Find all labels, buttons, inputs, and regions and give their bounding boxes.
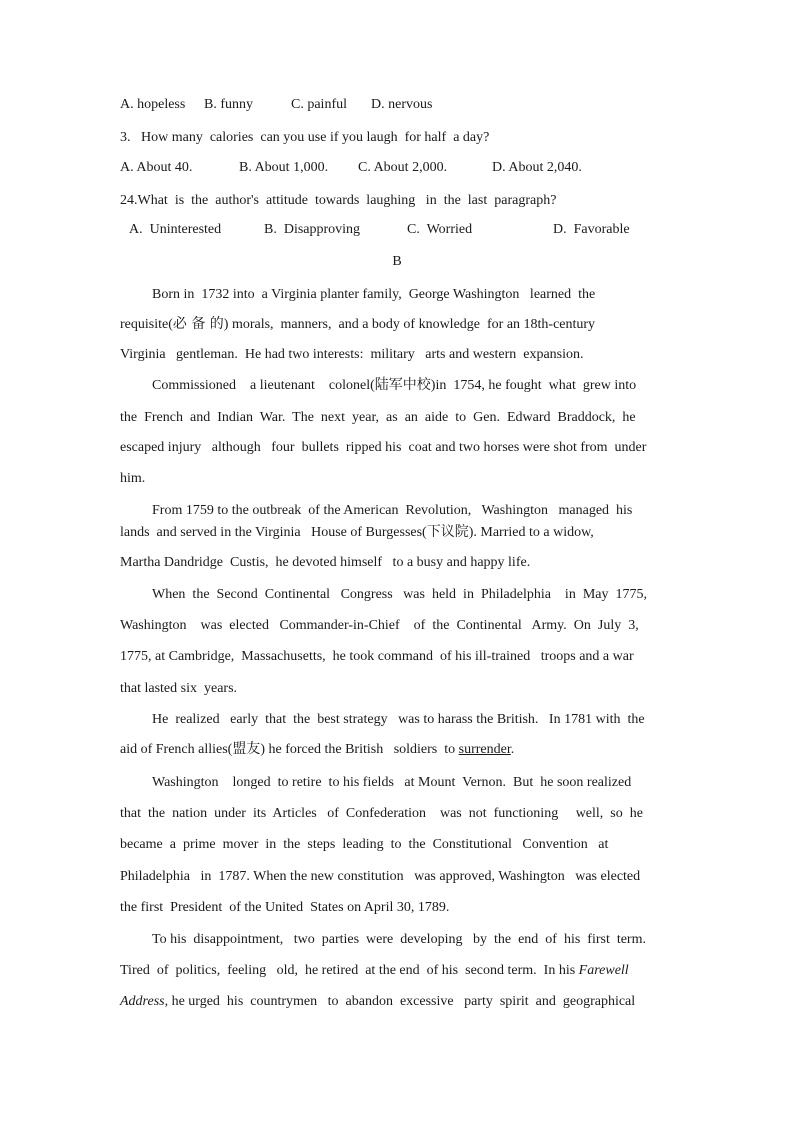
option-a[interactable]: A. Uninterested: [129, 222, 222, 237]
text-line: Martha Dandridge Custis, he devoted himself to a busy and happy life.: [120, 555, 531, 570]
text-line: that the nation under its Articles of Confederation was not functioning well, so he: [120, 806, 643, 821]
text-run: Tired of politics, feeling old, he retired at the end of his second term. In his: [120, 963, 579, 978]
chinese-gloss: 必 备 的: [172, 316, 224, 332]
option-b[interactable]: B. Disapproving: [264, 222, 361, 237]
text-line: From 1759 to the outbreak of the American Revolution, Washington managed his: [152, 503, 633, 518]
text-line: the French and Indian War. The next year, as an aide to Gen. Edward Braddock, he: [120, 410, 636, 425]
text-run: aid of French allies(: [120, 742, 233, 757]
option-c[interactable]: C. Worried: [407, 222, 473, 237]
option-d[interactable]: D. Favorable: [553, 222, 630, 237]
text-line: became a prime mover in the steps leading to the Constitutional Convention at: [120, 837, 609, 852]
text-run: ). Married to a widow,: [468, 525, 594, 540]
chinese-gloss: 盟友: [232, 741, 261, 757]
option-c[interactable]: C. painful: [291, 97, 347, 112]
question-24-stem: 24.What is the author's attitude towards laughing in the last paragraph?: [120, 193, 557, 208]
text-line: him.: [120, 471, 146, 486]
text-line: escaped injury although four bullets ripped his coat and two horses were shot from under: [120, 440, 647, 455]
text-line: Washington longed to retire to his fields at Mount Vernon. But he soon realized: [152, 775, 632, 790]
text-line: [120, 522, 690, 543]
option-a[interactable]: A. hopeless: [120, 97, 186, 112]
text-line: 1775, at Cambridge, Massachusetts, he took command of his ill-trained troops and a war: [120, 649, 634, 664]
text-line: To his disappointment, two parties were developing by the end of his first term.: [152, 932, 646, 947]
text-line: [120, 961, 690, 981]
text-line: Washington was elected Commander-in-Chief of the Continental Army. On July 3,: [120, 618, 639, 633]
text-run: requisite(: [120, 317, 173, 332]
text-run: lands and served in the Virginia House of Burgesses(: [120, 525, 427, 540]
text-run: )in 1754, he fought what grew into: [430, 378, 637, 393]
text-run: ) he forced the British soldiers to: [260, 742, 459, 757]
text-line: that lasted six years.: [120, 681, 238, 696]
chinese-gloss: 陆军中校: [374, 377, 431, 393]
italic-title: Farewell: [578, 963, 629, 978]
question-23-stem: 3. How many calories can you use if you laugh for half a day?: [120, 130, 490, 145]
option-a[interactable]: A. About 40.: [120, 160, 193, 175]
text-run: Commissioned a lieutenant colonel(: [152, 378, 375, 393]
text-run: , he urged his countrymen to abandon excessive party spirit and geographical: [164, 994, 636, 1009]
italic-title: Address: [120, 994, 165, 1009]
text-line: He realized early that the best strategy was to harass the British. In 1781 with the: [152, 712, 645, 727]
text-line: Philadelphia in 1787. When the new constitution was approved, Washington was elected: [120, 869, 641, 884]
chinese-gloss: 下议院: [426, 524, 469, 540]
text-line: the first President of the United States on April 30, 1789.: [120, 900, 450, 915]
option-d[interactable]: D. About 2,040.: [492, 160, 582, 175]
underlined-word: surrender: [458, 742, 511, 757]
text-run: ) morals, manners, and a body of knowledge for an 18th-century: [223, 317, 596, 332]
option-b[interactable]: B. About 1,000.: [239, 160, 329, 175]
option-b[interactable]: B. funny: [204, 97, 253, 112]
option-c[interactable]: C. About 2,000.: [358, 160, 448, 175]
text-line: [120, 314, 690, 335]
section-label: B: [392, 254, 402, 269]
text-line: Born in 1732 into a Virginia planter family, George Washington learned the: [152, 287, 596, 302]
text-line: [120, 739, 690, 760]
text-line: When the Second Continental Congress was held in Philadelphia in May 1775,: [152, 587, 647, 602]
text-line: Virginia gentleman. He had two interests: military arts and western expansion.: [120, 347, 584, 362]
text-run: .: [510, 742, 515, 757]
option-d[interactable]: D. nervous: [371, 97, 433, 112]
text-line: [152, 375, 690, 396]
text-line: [120, 992, 690, 1012]
